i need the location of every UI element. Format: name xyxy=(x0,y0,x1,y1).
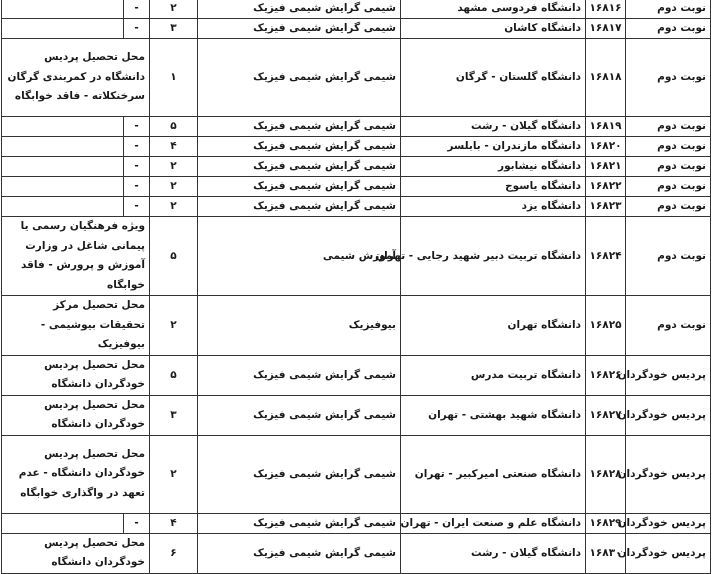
university-cell: دانشگاه تهران xyxy=(401,296,586,356)
capacity-cell: ۲ xyxy=(150,435,198,513)
university-cell: دانشگاه یزد xyxy=(401,197,586,217)
capacity-cell: ۲ xyxy=(150,157,198,177)
shift-cell: نوبت دوم xyxy=(626,197,711,217)
table-row xyxy=(2,177,711,197)
field-cell: شیمی گرایش شیمی فیزیک xyxy=(198,157,401,177)
field-cell: شیمی گرایش شیمی فیزیک xyxy=(198,533,401,573)
capacity-cell: ۱ xyxy=(150,39,198,117)
note-cell: محل تحصیل پردیس خودگردان دانشگاه xyxy=(2,355,150,395)
table-row xyxy=(2,39,711,117)
code-cell: ۱۶۸۲۴ xyxy=(586,217,626,296)
table-row xyxy=(2,217,711,296)
note-cell: - xyxy=(124,197,150,217)
table-row xyxy=(2,296,711,356)
university-cell: دانشگاه شهید بهشتی - تهران xyxy=(401,395,586,435)
note-cell: ویژه فرهنگیان رسمی یا پیمانی شاغل در وزارت آموزش و پرورش - فاقد خوابگاه xyxy=(2,217,150,296)
note-empty-cell xyxy=(2,157,124,177)
field-cell: شیمی گرایش شیمی فیزیک xyxy=(198,177,401,197)
field-cell: شیمی گرایش شیمی فیزیک xyxy=(198,39,401,117)
shift-cell: پردیس خودگردان xyxy=(626,435,711,513)
note-empty-cell xyxy=(2,177,124,197)
university-cell: دانشگاه یاسوج xyxy=(401,177,586,197)
note-cell: - xyxy=(124,137,150,157)
note-cell: محل تحصیل پردیس دانشگاه در کمربندی گرگان سرخنکلاته - فاقد خوابگاه xyxy=(2,39,150,117)
shift-cell: پردیس خودگردان xyxy=(626,395,711,435)
code-cell: ۱۶۸۱۷ xyxy=(586,19,626,39)
note-cell: محل تحصیل پردیس خودگردان دانشگاه - عدم تعهد در واگذاری خوابگاه xyxy=(2,435,150,513)
field-cell: شیمی گرایش شیمی فیزیک xyxy=(198,395,401,435)
field-cell: بیوفیزیک xyxy=(198,296,401,356)
table-row xyxy=(2,355,711,395)
shift-cell: نوبت دوم xyxy=(626,217,711,296)
note-cell: محل تحصیل پردیس خودگردان دانشگاه xyxy=(2,533,150,573)
capacity-cell: ۲ xyxy=(150,197,198,217)
code-cell: ۱۶۸۲۲ xyxy=(586,177,626,197)
shift-cell: نوبت دوم xyxy=(626,39,711,117)
university-cell: دانشگاه تربیت مدرس xyxy=(401,355,586,395)
shift-cell: پردیس خودگردان xyxy=(626,513,711,533)
note-empty-cell xyxy=(2,19,124,39)
table-row xyxy=(2,157,711,177)
code-cell: ۱۶۸۱۶ xyxy=(586,0,626,19)
note-cell: - xyxy=(124,177,150,197)
capacity-cell: ۶ xyxy=(150,533,198,573)
code-cell: ۱۶۸۲۹ xyxy=(586,513,626,533)
note-cell: - xyxy=(124,0,150,19)
university-cell: دانشگاه صنعتی امیرکبیر - تهران xyxy=(401,435,586,513)
university-cell: دانشگاه گیلان - رشت xyxy=(401,117,586,137)
capacity-cell: ۳ xyxy=(150,395,198,435)
note-cell: محل تحصیل مرکز تحقیقات بیوشیمی - بیوفیزیک xyxy=(2,296,150,356)
field-cell: آموزش شیمی xyxy=(198,217,401,296)
table-body xyxy=(2,0,711,573)
capacity-cell: ۲ xyxy=(150,177,198,197)
table-row xyxy=(2,513,711,533)
note-cell: محل تحصیل پردیس خودگردان دانشگاه xyxy=(2,395,150,435)
university-cell: دانشگاه تربیت دبیر شهید رجایی - تهران xyxy=(401,217,586,296)
shift-cell: نوبت دوم xyxy=(626,177,711,197)
shift-cell: نوبت دوم xyxy=(626,137,711,157)
note-cell: - xyxy=(124,117,150,137)
table-row xyxy=(2,0,711,19)
capacity-cell: ۴ xyxy=(150,137,198,157)
shift-cell: نوبت دوم xyxy=(626,117,711,137)
field-cell: شیمی گرایش شیمی فیزیک xyxy=(198,435,401,513)
field-cell: شیمی گرایش شیمی فیزیک xyxy=(198,137,401,157)
note-empty-cell xyxy=(2,117,124,137)
code-cell: ۱۶۸۱۹ xyxy=(586,117,626,137)
field-cell: شیمی گرایش شیمی فیزیک xyxy=(198,0,401,19)
code-cell: ۱۶۸۲۳ xyxy=(586,197,626,217)
admissions-table xyxy=(1,0,711,574)
note-cell: - xyxy=(124,513,150,533)
shift-cell: پردیس خودگردان xyxy=(626,355,711,395)
note-empty-cell xyxy=(2,0,124,19)
table-row xyxy=(2,137,711,157)
table-row xyxy=(2,19,711,39)
university-cell: دانشگاه نیشابور xyxy=(401,157,586,177)
table-row xyxy=(2,533,711,573)
shift-cell: نوبت دوم xyxy=(626,19,711,39)
field-cell: شیمی گرایش شیمی فیزیک xyxy=(198,117,401,137)
shift-cell: نوبت دوم xyxy=(626,296,711,356)
capacity-cell: ۵ xyxy=(150,217,198,296)
code-cell: ۱۶۸۳۰ xyxy=(586,533,626,573)
code-cell: ۱۶۸۲۰ xyxy=(586,137,626,157)
table-row xyxy=(2,395,711,435)
shift-cell: پردیس خودگردان xyxy=(626,533,711,573)
university-cell: دانشگاه فردوسی مشهد xyxy=(401,0,586,19)
table-row xyxy=(2,435,711,513)
shift-cell: نوبت دوم xyxy=(626,157,711,177)
shift-cell: نوبت دوم xyxy=(626,0,711,19)
capacity-cell: ۲ xyxy=(150,0,198,19)
code-cell: ۱۶۸۲۵ xyxy=(586,296,626,356)
field-cell: شیمی گرایش شیمی فیزیک xyxy=(198,19,401,39)
university-cell: دانشگاه مازندران - بابلسر xyxy=(401,137,586,157)
code-cell: ۱۶۸۲۸ xyxy=(586,435,626,513)
code-cell: ۱۶۸۲۶ xyxy=(586,355,626,395)
note-empty-cell xyxy=(2,197,124,217)
note-empty-cell xyxy=(2,513,124,533)
code-cell: ۱۶۸۲۷ xyxy=(586,395,626,435)
code-cell: ۱۶۸۱۸ xyxy=(586,39,626,117)
capacity-cell: ۳ xyxy=(150,19,198,39)
table-row xyxy=(2,197,711,217)
university-cell: دانشگاه کاشان xyxy=(401,19,586,39)
note-cell: - xyxy=(124,19,150,39)
field-cell: شیمی گرایش شیمی فیزیک xyxy=(198,513,401,533)
university-cell: دانشگاه گلستان - گرگان xyxy=(401,39,586,117)
university-cell: دانشگاه گیلان - رشت xyxy=(401,533,586,573)
capacity-cell: ۲ xyxy=(150,296,198,356)
capacity-cell: ۵ xyxy=(150,117,198,137)
university-cell: دانشگاه علم و صنعت ایران - تهران xyxy=(401,513,586,533)
capacity-cell: ۴ xyxy=(150,513,198,533)
capacity-cell: ۵ xyxy=(150,355,198,395)
field-cell: شیمی گرایش شیمی فیزیک xyxy=(198,355,401,395)
note-empty-cell xyxy=(2,137,124,157)
field-cell: شیمی گرایش شیمی فیزیک xyxy=(198,197,401,217)
table-row xyxy=(2,117,711,137)
note-cell: - xyxy=(124,157,150,177)
code-cell: ۱۶۸۲۱ xyxy=(586,157,626,177)
